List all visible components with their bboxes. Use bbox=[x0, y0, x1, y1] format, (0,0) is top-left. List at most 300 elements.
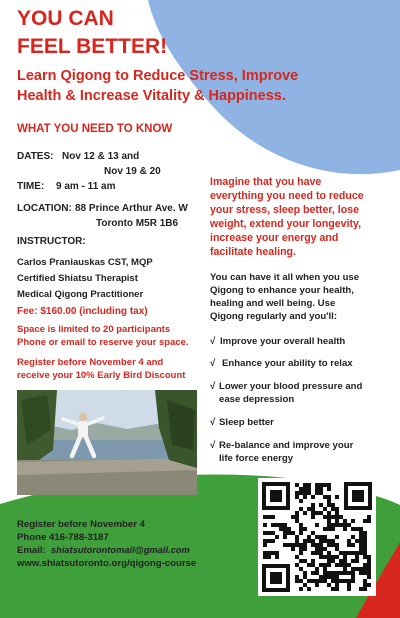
dates-line-2: Nov 19 & 20 bbox=[104, 166, 161, 177]
qr-module bbox=[355, 527, 359, 531]
qr-module bbox=[331, 587, 335, 591]
qr-module bbox=[323, 527, 327, 531]
qr-module bbox=[335, 575, 339, 579]
qr-module bbox=[311, 511, 315, 515]
qr-module bbox=[367, 567, 371, 571]
qr-module bbox=[303, 575, 307, 579]
qr-module bbox=[315, 483, 319, 487]
qr-module bbox=[311, 571, 315, 575]
qr-module bbox=[359, 551, 363, 555]
qr-module bbox=[271, 531, 275, 535]
benefit-item: Sleep better bbox=[219, 417, 274, 428]
qr-module bbox=[299, 507, 303, 511]
qr-module bbox=[355, 555, 359, 559]
qr-module bbox=[315, 535, 319, 539]
qr-module bbox=[359, 567, 363, 571]
qr-module bbox=[347, 551, 351, 555]
qr-module bbox=[283, 543, 287, 547]
qr-module bbox=[335, 535, 339, 539]
benefit-item: Re-balance and improve your bbox=[219, 440, 354, 451]
qr-module bbox=[315, 567, 319, 571]
qr-module bbox=[303, 527, 307, 531]
qr-module bbox=[299, 487, 303, 491]
qr-module bbox=[335, 563, 339, 567]
dates-line-1: Nov 12 & 13 and bbox=[62, 151, 140, 162]
qr-module bbox=[295, 555, 299, 559]
qr-module bbox=[343, 523, 347, 527]
qr-module bbox=[311, 531, 315, 535]
qr-module bbox=[275, 523, 279, 527]
qr-module bbox=[355, 539, 359, 543]
qr-module bbox=[327, 555, 331, 559]
qr-module bbox=[343, 551, 347, 555]
qr-module bbox=[263, 551, 267, 555]
qr-module bbox=[263, 555, 267, 559]
qr-module bbox=[307, 539, 311, 543]
qr-module bbox=[367, 559, 371, 563]
qr-module bbox=[295, 539, 299, 543]
qr-module bbox=[327, 495, 331, 499]
qigong-photo bbox=[17, 390, 197, 495]
qr-module bbox=[367, 519, 371, 523]
check-icon: √ bbox=[210, 440, 216, 451]
qr-module bbox=[319, 575, 323, 579]
qr-module bbox=[331, 579, 335, 583]
qr-module bbox=[263, 539, 267, 543]
qr-module bbox=[327, 527, 331, 531]
qr-module bbox=[299, 491, 303, 495]
qr-module bbox=[283, 535, 287, 539]
intro-line-2: Qigong to enhance your health, bbox=[210, 285, 354, 296]
qr-module bbox=[351, 559, 355, 563]
qr-module bbox=[303, 583, 307, 587]
qr-module bbox=[315, 551, 319, 555]
qr-module bbox=[307, 579, 311, 583]
qr-module bbox=[331, 543, 335, 547]
qr-finder-top-right bbox=[344, 482, 372, 510]
qr-module bbox=[311, 563, 315, 567]
qr-module bbox=[335, 555, 339, 559]
qr-module bbox=[331, 507, 335, 511]
imagine-line-2: everything you need to reduce bbox=[210, 190, 364, 202]
qr-module bbox=[323, 507, 327, 511]
time-label: TIME: bbox=[17, 181, 45, 192]
qr-module bbox=[363, 587, 367, 591]
qr-module bbox=[347, 571, 351, 575]
check-icon: √ bbox=[210, 417, 216, 428]
qr-module bbox=[267, 551, 271, 555]
headline-line-2: FEEL BETTER! bbox=[17, 35, 168, 58]
qr-module bbox=[363, 519, 367, 523]
benefit-item: Lower your blood pressure and bbox=[219, 381, 363, 392]
qr-module bbox=[327, 583, 331, 587]
qr-module bbox=[335, 515, 339, 519]
qr-module bbox=[311, 503, 315, 507]
footer-website[interactable]: www.shiatsutoronto.org/qigong-course bbox=[17, 558, 197, 569]
qr-module bbox=[299, 559, 303, 563]
qigong-photo-image bbox=[17, 390, 197, 495]
qr-module bbox=[319, 487, 323, 491]
qr-module bbox=[263, 523, 267, 527]
qr-module bbox=[343, 555, 347, 559]
qr-module bbox=[311, 579, 315, 583]
qr-module bbox=[271, 539, 275, 543]
qr-module bbox=[327, 523, 331, 527]
qr-module bbox=[307, 487, 311, 491]
qr-module bbox=[267, 531, 271, 535]
qr-module bbox=[311, 551, 315, 555]
qr-module bbox=[323, 547, 327, 551]
footer-email[interactable]: shiatsutorontomail@gmail.com bbox=[51, 545, 190, 555]
qr-module bbox=[335, 507, 339, 511]
qr-module bbox=[263, 531, 267, 535]
qr-module bbox=[323, 483, 327, 487]
qr-module bbox=[303, 543, 307, 547]
qr-module bbox=[299, 499, 303, 503]
qr-module bbox=[363, 551, 367, 555]
qr-module bbox=[311, 507, 315, 511]
instructor-line-3: Medical Qigong Practitioner bbox=[17, 289, 144, 300]
qr-module bbox=[303, 491, 307, 495]
qr-module bbox=[339, 571, 343, 575]
qr-module bbox=[323, 515, 327, 519]
qr-module bbox=[295, 511, 299, 515]
check-icon: √ bbox=[210, 336, 216, 347]
qr-module bbox=[331, 503, 335, 507]
qr-module bbox=[359, 547, 363, 551]
location-line-1: 88 Prince Arthur Ave. W bbox=[75, 203, 188, 214]
qr-module bbox=[283, 527, 287, 531]
qr-finder-top-left bbox=[262, 482, 290, 510]
qr-module bbox=[331, 555, 335, 559]
qr-module bbox=[327, 483, 331, 487]
qr-module bbox=[279, 523, 283, 527]
check-icon: √ bbox=[210, 358, 216, 369]
qr-module bbox=[331, 575, 335, 579]
qr-module bbox=[343, 519, 347, 523]
qr-module bbox=[287, 543, 291, 547]
qr-module bbox=[347, 563, 351, 567]
qr-module bbox=[299, 567, 303, 571]
qr-module bbox=[311, 543, 315, 547]
qr-module bbox=[355, 551, 359, 555]
qr-module bbox=[311, 539, 315, 543]
qr-module bbox=[323, 555, 327, 559]
qr-module bbox=[339, 515, 343, 519]
qr-module bbox=[319, 503, 323, 507]
qr-module bbox=[363, 567, 367, 571]
qr-module bbox=[319, 483, 323, 487]
qr-module bbox=[315, 523, 319, 527]
qr-module bbox=[363, 583, 367, 587]
qr-module bbox=[327, 515, 331, 519]
intro-line-3: healing and well being. Use bbox=[210, 298, 336, 309]
qr-module bbox=[347, 583, 351, 587]
qr-module bbox=[299, 523, 303, 527]
qr-module bbox=[299, 531, 303, 535]
qr-module bbox=[291, 543, 295, 547]
qr-module bbox=[287, 531, 291, 535]
qr-module bbox=[327, 519, 331, 523]
qr-module bbox=[343, 571, 347, 575]
qr-module bbox=[323, 579, 327, 583]
qr-module bbox=[359, 543, 363, 547]
qr-module bbox=[367, 575, 371, 579]
imagine-line-3: your stress, sleep better, lose bbox=[210, 204, 359, 216]
qr-module bbox=[339, 579, 343, 583]
qr-module bbox=[351, 575, 355, 579]
qr-module bbox=[331, 527, 335, 531]
qr-module bbox=[363, 535, 367, 539]
qr-module bbox=[367, 583, 371, 587]
qr-code-icon bbox=[258, 478, 376, 596]
qr-module bbox=[327, 571, 331, 575]
qr-module bbox=[323, 571, 327, 575]
qr-module bbox=[335, 511, 339, 515]
qr-module bbox=[355, 559, 359, 563]
qr-module bbox=[335, 587, 339, 591]
qr-module bbox=[343, 559, 347, 563]
qr-module bbox=[295, 495, 299, 499]
qr-module bbox=[303, 483, 307, 487]
early-bird-line-2: receive your 10% Early Bird Discount bbox=[17, 370, 186, 381]
qr-module bbox=[323, 495, 327, 499]
qr-module bbox=[331, 539, 335, 543]
qr-module bbox=[311, 495, 315, 499]
qr-module bbox=[339, 523, 343, 527]
qr-module bbox=[303, 571, 307, 575]
qr-finder-bottom-left bbox=[262, 564, 290, 592]
qr-module bbox=[295, 491, 299, 495]
qr-module bbox=[367, 571, 371, 575]
benefit-item-continued: life force energy bbox=[219, 453, 294, 464]
qr-module bbox=[295, 579, 299, 583]
qr-module bbox=[359, 571, 363, 575]
dates-label: DATES: bbox=[17, 151, 54, 162]
qr-module bbox=[319, 563, 323, 567]
qr-module bbox=[315, 543, 319, 547]
qr-module bbox=[339, 551, 343, 555]
imagine-line-6: facilitate healing. bbox=[210, 246, 296, 258]
space-line-2: Phone or email to reserve your space. bbox=[17, 337, 189, 348]
qr-module bbox=[335, 523, 339, 527]
qr-module bbox=[363, 555, 367, 559]
qr-module bbox=[343, 567, 347, 571]
footer-email-label: Email: bbox=[17, 545, 46, 556]
qr-module bbox=[367, 563, 371, 567]
qr-module bbox=[335, 579, 339, 583]
qr-module bbox=[327, 563, 331, 567]
qr-module bbox=[335, 495, 339, 499]
qr-module bbox=[307, 587, 311, 591]
qr-module bbox=[351, 527, 355, 531]
qr-module bbox=[335, 519, 339, 523]
instructor-line-1: Carlos Praniauskas CST, MQP bbox=[17, 257, 153, 268]
qr-module bbox=[303, 487, 307, 491]
qr-module bbox=[323, 567, 327, 571]
qr-module bbox=[323, 535, 327, 539]
qr-module bbox=[271, 523, 275, 527]
qr-module bbox=[267, 515, 271, 519]
qr-code-image bbox=[258, 478, 376, 596]
qr-module bbox=[319, 547, 323, 551]
section-heading: WHAT YOU NEED TO KNOW bbox=[17, 123, 173, 135]
qr-module bbox=[267, 555, 271, 559]
qr-module bbox=[343, 563, 347, 567]
qr-module bbox=[351, 535, 355, 539]
qr-module bbox=[291, 531, 295, 535]
qr-module bbox=[283, 523, 287, 527]
qr-module bbox=[347, 579, 351, 583]
qr-module bbox=[339, 563, 343, 567]
qr-module bbox=[307, 491, 311, 495]
qr-module bbox=[363, 543, 367, 547]
qr-module bbox=[267, 539, 271, 543]
time-value: 9 am - 11 am bbox=[56, 181, 116, 192]
qr-module bbox=[307, 563, 311, 567]
qr-module bbox=[351, 551, 355, 555]
qr-module bbox=[299, 543, 303, 547]
qr-module bbox=[335, 543, 339, 547]
qr-module bbox=[295, 543, 299, 547]
qr-module bbox=[311, 559, 315, 563]
imagine-line-4: weight, extend your longevity, bbox=[210, 218, 362, 230]
qr-module bbox=[359, 531, 363, 535]
subtitle-line-2: Health & Increase Vitality & Happiness. bbox=[17, 88, 286, 104]
subtitle-line-1: Learn Qigong to Reduce Stress, Improve bbox=[17, 68, 299, 84]
qr-module bbox=[359, 539, 363, 543]
qr-module bbox=[295, 563, 299, 567]
intro-line-4: Qigong regularly and you'll: bbox=[210, 311, 338, 322]
qr-module bbox=[275, 551, 279, 555]
qr-module bbox=[315, 579, 319, 583]
footer-phone: Phone 416-788-3187 bbox=[17, 532, 109, 543]
qr-module bbox=[319, 535, 323, 539]
benefit-item: Enhance your ability to relax bbox=[222, 358, 353, 369]
qr-module bbox=[263, 515, 267, 519]
qr-module bbox=[359, 535, 363, 539]
qr-module bbox=[303, 547, 307, 551]
location-line-2: Toronto M5R 1B6 bbox=[96, 218, 179, 229]
instructor-line-2: Certified Shiatsu Therapist bbox=[17, 273, 138, 284]
qr-module bbox=[363, 563, 367, 567]
qr-module bbox=[347, 587, 351, 591]
qr-module bbox=[331, 515, 335, 519]
qr-module bbox=[315, 547, 319, 551]
location-label: LOCATION: bbox=[17, 203, 72, 214]
qr-module bbox=[327, 551, 331, 555]
qr-module bbox=[335, 583, 339, 587]
qr-module bbox=[295, 483, 299, 487]
imagine-line-5: increase your energy and bbox=[210, 232, 339, 244]
qr-module bbox=[327, 575, 331, 579]
qr-module bbox=[343, 527, 347, 531]
qr-module bbox=[295, 535, 299, 539]
benefit-item: Improve your overall health bbox=[220, 336, 346, 347]
qr-module bbox=[299, 579, 303, 583]
qr-module bbox=[295, 519, 299, 523]
qr-module bbox=[303, 511, 307, 515]
qr-module bbox=[307, 483, 311, 487]
qr-module bbox=[299, 527, 303, 531]
qr-module bbox=[303, 559, 307, 563]
qr-module bbox=[271, 515, 275, 519]
qr-module bbox=[347, 539, 351, 543]
qr-module bbox=[315, 491, 319, 495]
qr-module bbox=[319, 579, 323, 583]
qr-module bbox=[279, 527, 283, 531]
qr-module bbox=[327, 543, 331, 547]
qr-module bbox=[351, 519, 355, 523]
qr-module bbox=[271, 551, 275, 555]
qr-module bbox=[363, 547, 367, 551]
qr-module bbox=[351, 571, 355, 575]
fee-text: Fee: $160.00 (including tax) bbox=[17, 306, 148, 317]
qr-module bbox=[347, 543, 351, 547]
qr-module bbox=[351, 543, 355, 547]
qr-module bbox=[323, 575, 327, 579]
qr-module bbox=[331, 571, 335, 575]
qr-module bbox=[307, 507, 311, 511]
qr-module bbox=[339, 559, 343, 563]
qr-module bbox=[351, 567, 355, 571]
check-icon: √ bbox=[210, 381, 216, 392]
qr-module bbox=[335, 571, 339, 575]
qr-module bbox=[299, 551, 303, 555]
qr-module bbox=[359, 527, 363, 531]
qr-module bbox=[327, 487, 331, 491]
qr-module bbox=[359, 587, 363, 591]
instructor-label: INSTRUCTOR: bbox=[17, 236, 86, 247]
headline-line-1: YOU CAN bbox=[17, 7, 114, 30]
space-line-1: Space is limited to 20 participants bbox=[17, 324, 171, 335]
qr-module bbox=[291, 515, 295, 519]
qr-module bbox=[303, 495, 307, 499]
qr-module bbox=[327, 559, 331, 563]
qr-module bbox=[291, 547, 295, 551]
qr-module bbox=[319, 539, 323, 543]
qr-module bbox=[343, 579, 347, 583]
imagine-line-1: Imagine that you have bbox=[210, 176, 322, 188]
benefit-item-continued: ease depression bbox=[219, 394, 295, 405]
qr-module bbox=[315, 571, 319, 575]
qr-module bbox=[327, 511, 331, 515]
qr-module bbox=[323, 539, 327, 543]
qr-module bbox=[307, 535, 311, 539]
qr-module bbox=[275, 535, 279, 539]
qr-module bbox=[283, 531, 287, 535]
qr-module bbox=[331, 523, 335, 527]
qr-module bbox=[315, 487, 319, 491]
qr-module bbox=[295, 515, 299, 519]
qr-module bbox=[287, 527, 291, 531]
footer-register: Register before November 4 bbox=[17, 519, 145, 530]
qr-module bbox=[295, 575, 299, 579]
qr-module bbox=[327, 539, 331, 543]
qr-module bbox=[299, 547, 303, 551]
qr-module bbox=[315, 583, 319, 587]
qr-module bbox=[327, 499, 331, 503]
early-bird-line-1: Register before November 4 and bbox=[17, 357, 164, 368]
qr-module bbox=[327, 503, 331, 507]
qr-module bbox=[363, 579, 367, 583]
qr-module bbox=[367, 515, 371, 519]
qr-module bbox=[323, 563, 327, 567]
qr-module bbox=[319, 511, 323, 515]
qr-module bbox=[303, 539, 307, 543]
qr-module bbox=[331, 559, 335, 563]
qr-module bbox=[319, 551, 323, 555]
